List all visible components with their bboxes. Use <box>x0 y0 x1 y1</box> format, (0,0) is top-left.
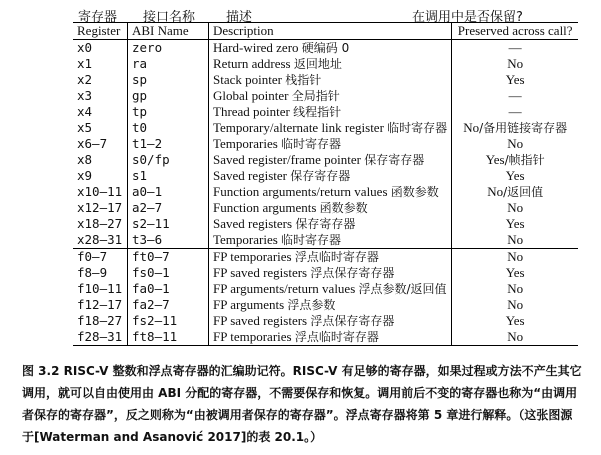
description-cell <box>209 120 452 136</box>
description-cn: 保存寄存器 <box>364 153 425 167</box>
description-cell <box>209 313 452 329</box>
table-row <box>73 72 578 88</box>
register-cell: x3 <box>73 88 128 104</box>
description-cell <box>209 152 452 168</box>
preserved-value: No <box>507 56 524 71</box>
preserved-value: No <box>487 184 504 199</box>
description-en: FP temporaries <box>213 329 292 344</box>
abi-cell: sp <box>128 72 209 88</box>
abi-cell: zero <box>128 40 209 57</box>
abi-cell: s1 <box>128 168 209 184</box>
description-cn: 浮点保存寄存器 <box>310 314 395 328</box>
description-en: Saved register <box>213 168 288 183</box>
preserved-cn: /帧指针 <box>504 153 545 167</box>
preserved-value: — <box>508 40 522 55</box>
description-cn: 临时寄存器 <box>281 233 342 247</box>
table-row <box>73 104 578 120</box>
table-row <box>73 265 578 281</box>
preserved-cell <box>452 281 579 297</box>
register-cell: x10–11 <box>73 184 128 200</box>
description-en: FP arguments <box>213 297 285 312</box>
fp-registers <box>73 249 578 346</box>
preserved-cell <box>452 232 579 249</box>
cn-header-abi: 接口名称 <box>143 10 196 25</box>
abi-cell: a0–1 <box>128 184 209 200</box>
abi-cell: ft0–7 <box>128 249 209 266</box>
register-cell: x0 <box>73 40 128 57</box>
description-en: FP temporaries <box>213 249 292 264</box>
description-cell <box>209 216 452 232</box>
preserved-cell <box>452 152 579 168</box>
register-cell: f28–31 <box>73 329 128 346</box>
header-preserved: Preserved across call? <box>457 23 573 38</box>
preserved-value: — <box>508 104 522 119</box>
description-en: Temporaries <box>213 232 278 247</box>
description-cn: 函数参数 <box>390 185 439 199</box>
abi-cell: t3–6 <box>128 232 209 249</box>
abi-cell: t0 <box>128 120 209 136</box>
preserved-cell <box>452 56 579 72</box>
register-cell: x6–7 <box>73 136 128 152</box>
table-header-row <box>73 23 578 40</box>
description-en: Hard-wired zero <box>213 40 299 55</box>
description-cell <box>209 265 452 281</box>
preserved-value: No <box>507 200 524 215</box>
preserved-cell <box>452 297 579 313</box>
description-cell <box>209 72 452 88</box>
abi-cell: ra <box>128 56 209 72</box>
header-register: Register <box>73 23 128 40</box>
register-cell: x8 <box>73 152 128 168</box>
table-row <box>73 216 578 232</box>
description-cell <box>209 136 452 152</box>
description-cell <box>209 281 452 297</box>
table-row <box>73 152 578 168</box>
register-cell: x2 <box>73 72 128 88</box>
description-en: Function arguments/return values <box>213 184 388 199</box>
description-en: Thread pointer <box>213 104 290 119</box>
register-cell: x12–17 <box>73 200 128 216</box>
preserved-value: Yes <box>505 216 525 231</box>
description-cn: 硬编码 0 <box>301 41 350 55</box>
register-cell: f0–7 <box>73 249 128 266</box>
description-cn: 临时寄存器 <box>387 121 448 135</box>
description-en: FP saved registers <box>213 313 308 328</box>
preserved-value: No <box>507 136 524 151</box>
table-row <box>73 297 578 313</box>
description-cn: 保存寄存器 <box>290 169 351 183</box>
description-cn: 栈指针 <box>285 73 322 87</box>
preserved-cell <box>452 136 579 152</box>
preserved-cell <box>452 40 579 57</box>
abi-cell: ft8–11 <box>128 329 209 346</box>
table-row <box>73 120 578 136</box>
description-cell <box>209 168 452 184</box>
description-cn: 浮点临时寄存器 <box>294 330 379 344</box>
abi-cell: fa2–7 <box>128 297 209 313</box>
register-table <box>73 22 578 346</box>
preserved-value: No <box>507 329 524 344</box>
description-cn: 全局指针 <box>291 89 340 103</box>
preserved-cell <box>452 184 579 200</box>
preserved-cell <box>452 216 579 232</box>
register-cell: f12–17 <box>73 297 128 313</box>
preserved-cell <box>452 313 579 329</box>
register-cell: f8–9 <box>73 265 128 281</box>
description-cn: 线程指针 <box>293 105 342 119</box>
register-cell: x5 <box>73 120 128 136</box>
description-cn: 浮点保存寄存器 <box>310 266 395 280</box>
preserved-cell <box>452 200 579 216</box>
table-row <box>73 40 578 57</box>
table-row <box>73 136 578 152</box>
preserved-value: No <box>507 297 524 312</box>
preserved-value: No <box>463 120 480 135</box>
description-en: Temporaries <box>213 136 278 151</box>
table-row <box>73 329 578 346</box>
register-cell: x1 <box>73 56 128 72</box>
description-cn: 返回地址 <box>293 57 342 71</box>
table-row <box>73 232 578 249</box>
register-cell: x9 <box>73 168 128 184</box>
figure-caption: 图 3.2 RISC-V 整数和浮点寄存器的汇编助记符。RISC-V 有足够的寄存器，如果过程或方法不产生其它调用，就可以自由使用由 ABI 分配的寄存器，不需要保存和恢复。调用前后不变的寄存器也称为“由调用者保存的寄存器”，反之则称为“由被调用者保存的寄存器”。浮点寄存器将第 5 章进行解释。（这张图源于[Waterman and Asanović 2017]的表 20.1。） <box>22 364 582 444</box>
table-row <box>73 56 578 72</box>
description-en: FP arguments/return values <box>213 281 356 296</box>
abi-cell: fs0–1 <box>128 265 209 281</box>
preserved-cn: /返回值 <box>503 185 544 199</box>
preserved-value: No <box>507 281 524 296</box>
description-en: Saved registers <box>213 216 293 231</box>
abi-cell: gp <box>128 88 209 104</box>
preserved-cell <box>452 72 579 88</box>
abi-cell: s2–11 <box>128 216 209 232</box>
preserved-cn: /备用链接寄存器 <box>479 121 568 135</box>
description-en: Stack pointer <box>213 72 282 87</box>
table-row <box>73 200 578 216</box>
description-cn: 函数参数 <box>319 201 368 215</box>
preserved-value: No <box>507 249 524 264</box>
preserved-cell <box>452 168 579 184</box>
description-cell <box>209 40 452 57</box>
description-cell <box>209 200 452 216</box>
description-cn: 临时寄存器 <box>281 137 342 151</box>
preserved-value: — <box>508 88 522 103</box>
table-row <box>73 313 578 329</box>
description-cell <box>209 297 452 313</box>
preserved-cell <box>452 120 579 136</box>
integer-registers <box>73 40 578 249</box>
register-cell: f18–27 <box>73 313 128 329</box>
header-abi: ABI Name <box>128 23 209 40</box>
description-en: Temporary/alternate link register <box>213 120 384 135</box>
description-en: Function arguments <box>213 200 317 215</box>
description-cell <box>209 88 452 104</box>
preserved-cell <box>452 104 579 120</box>
description-cell <box>209 104 452 120</box>
cn-header-register: 寄存器 <box>78 10 118 25</box>
register-cell: x28–31 <box>73 232 128 249</box>
table-row <box>73 168 578 184</box>
abi-cell: a2–7 <box>128 200 209 216</box>
cn-header-preserved: 在调用中是否保留? <box>412 10 523 25</box>
table-row <box>73 281 578 297</box>
description-en: FP saved registers <box>213 265 308 280</box>
preserved-value: Yes <box>505 313 525 328</box>
abi-cell: s0/fp <box>128 152 209 168</box>
preserved-value: Yes <box>505 72 525 87</box>
description-cn: 浮点参数 <box>287 298 336 312</box>
abi-cell: t1–2 <box>128 136 209 152</box>
description-en: Global pointer <box>213 88 289 103</box>
description-cell <box>209 232 452 249</box>
preserved-value: Yes <box>485 152 505 167</box>
preserved-cell <box>452 88 579 104</box>
description-en: Saved register/frame pointer <box>213 152 361 167</box>
preserved-value: No <box>507 232 524 247</box>
description-cell <box>209 56 452 72</box>
description-en: Return address <box>213 56 291 71</box>
description-cn: 浮点参数/返回值 <box>358 282 447 296</box>
preserved-value: Yes <box>505 168 525 183</box>
cn-header-desc: 描述 <box>226 10 253 25</box>
abi-cell: fa0–1 <box>128 281 209 297</box>
table-row <box>73 88 578 104</box>
preserved-cell <box>452 329 579 346</box>
table-row <box>73 249 578 266</box>
register-cell: x4 <box>73 104 128 120</box>
abi-cell: fs2–11 <box>128 313 209 329</box>
register-cell: f10–11 <box>73 281 128 297</box>
table-row <box>73 184 578 200</box>
description-cell <box>209 184 452 200</box>
preserved-cell <box>452 249 579 266</box>
header-desc: Description <box>209 23 452 40</box>
description-cell <box>209 249 452 266</box>
description-cn: 浮点临时寄存器 <box>294 250 379 264</box>
abi-cell: tp <box>128 104 209 120</box>
preserved-cell <box>452 265 579 281</box>
register-cell: x18–27 <box>73 216 128 232</box>
preserved-value: Yes <box>505 265 525 280</box>
description-cell <box>209 329 452 346</box>
description-cn: 保存寄存器 <box>295 217 356 231</box>
